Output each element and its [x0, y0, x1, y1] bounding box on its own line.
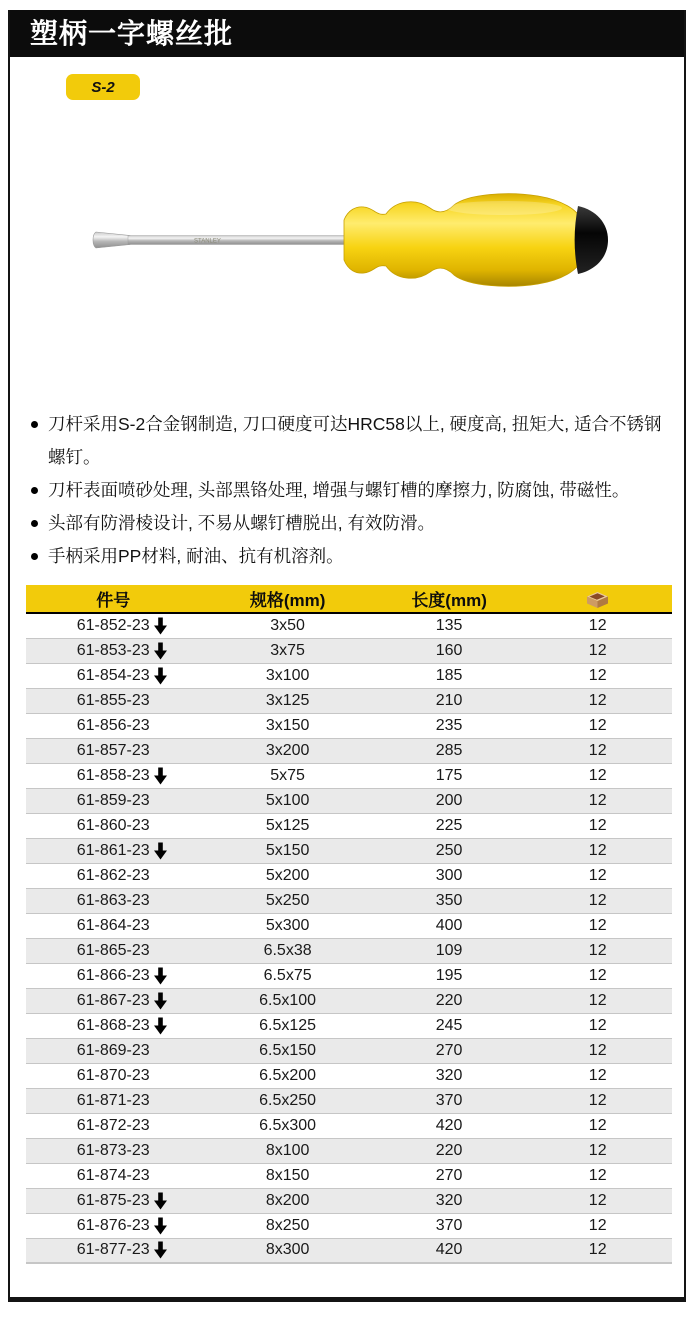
length-cell: 320	[435, 1191, 463, 1209]
pack-qty-cell: 12	[588, 891, 607, 909]
part-number-cell	[26, 938, 200, 963]
pack-qty-cell: 12	[588, 766, 607, 784]
part-number-cell	[26, 988, 200, 1013]
spec-cell: 6.5x250	[259, 1091, 317, 1109]
part-number: 61-859-23	[76, 791, 150, 809]
table-row	[26, 1138, 672, 1163]
table-row	[26, 763, 672, 788]
part-number-cell	[26, 713, 200, 738]
spec-cell: 6.5x75	[263, 966, 312, 984]
spec-cell: 5x125	[265, 816, 310, 834]
part-number: 61-875-23	[76, 1191, 150, 1209]
spec-table	[26, 585, 672, 1264]
pack-qty-cell: 12	[588, 1116, 607, 1134]
table-row	[26, 888, 672, 913]
spec-cell: 5x300	[265, 916, 310, 934]
part-number: 61-852-23	[76, 616, 150, 634]
spec-cell: 8x250	[265, 1216, 310, 1234]
pack-qty-cell: 12	[588, 1066, 607, 1084]
table-row	[26, 1088, 672, 1113]
pack-qty-cell: 12	[588, 666, 607, 684]
part-number-cell	[26, 1063, 200, 1088]
part-number-cell	[26, 1113, 200, 1138]
part-number-cell	[26, 913, 200, 938]
part-number: 61-857-23	[76, 741, 150, 759]
new-item-arrow-icon	[154, 617, 167, 634]
spec-cell: 6.5x150	[259, 1041, 317, 1059]
length-cell: 200	[435, 791, 463, 809]
pack-qty-cell: 12	[588, 1241, 607, 1259]
part-number: 61-862-23	[76, 866, 150, 884]
part-number-cell	[26, 663, 200, 688]
part-number: 61-854-23	[76, 666, 150, 684]
spec-cell: 6.5x300	[259, 1116, 317, 1134]
length-cell: 185	[435, 666, 463, 684]
slotted-tip-slot	[24, 84, 57, 91]
length-cell: 220	[435, 991, 463, 1009]
handle-highlight	[446, 201, 562, 215]
table-row	[26, 788, 672, 813]
spec-cell: 3x100	[265, 666, 310, 684]
length-cell: 109	[435, 941, 463, 959]
pack-qty-cell: 12	[588, 741, 607, 759]
pack-qty-cell: 12	[588, 691, 607, 709]
table-row	[26, 863, 672, 888]
slotted-tip-icon	[24, 72, 57, 103]
spec-cell: 5x75	[270, 766, 305, 784]
table-row	[26, 813, 672, 838]
part-number: 61-855-23	[76, 691, 150, 709]
spec-cell: 5x200	[265, 866, 310, 884]
part-number: 61-876-23	[76, 1216, 150, 1234]
length-cell: 210	[435, 691, 463, 709]
header-pack-qty	[523, 585, 672, 613]
pack-qty-cell: 12	[588, 1191, 607, 1209]
spec-cell: 6.5x38	[263, 941, 312, 959]
part-number: 61-853-23	[76, 641, 150, 659]
page-title: 塑柄一字螺丝批	[10, 10, 684, 57]
length-cell: 195	[435, 966, 463, 984]
spec-cell: 5x100	[265, 791, 310, 809]
spec-cell: 6.5x200	[259, 1066, 317, 1084]
pack-qty-cell: 12	[588, 1166, 607, 1184]
handle-end-cap	[575, 206, 608, 274]
part-number-cell	[26, 638, 200, 663]
part-number: 61-871-23	[76, 1091, 150, 1109]
pack-qty-cell: 12	[588, 791, 607, 809]
new-item-arrow-icon	[154, 1192, 167, 1209]
shaft-brand-text: STANLEY	[194, 238, 221, 245]
part-number: 61-856-23	[76, 716, 150, 734]
pack-qty-cell: 12	[588, 641, 607, 659]
part-number: 61-865-23	[76, 941, 150, 959]
pack-qty-cell: 12	[588, 841, 607, 859]
header-part-number: 件号	[96, 591, 131, 610]
table-row	[26, 613, 672, 638]
length-cell: 220	[435, 1141, 463, 1159]
feature-item: 手柄采用PP材料, 耐油、抗有机溶剂。	[30, 540, 678, 573]
pack-qty-cell: 12	[588, 991, 607, 1009]
new-item-arrow-icon	[154, 967, 167, 984]
length-cell: 420	[435, 1241, 463, 1259]
table-row	[26, 1188, 672, 1213]
part-number-cell	[26, 963, 200, 988]
badge-row	[24, 71, 140, 103]
pack-qty-cell: 12	[588, 716, 607, 734]
part-number: 61-860-23	[76, 816, 150, 834]
part-number: 61-872-23	[76, 1116, 150, 1134]
spec-cell: 3x50	[270, 616, 305, 634]
part-number-cell	[26, 738, 200, 763]
spec-table-body	[26, 613, 672, 1263]
length-cell: 270	[435, 1041, 463, 1059]
new-item-arrow-icon	[154, 767, 167, 784]
part-number-cell	[26, 888, 200, 913]
length-cell: 300	[435, 866, 463, 884]
spec-cell: 3x75	[270, 641, 305, 659]
length-cell: 370	[435, 1216, 463, 1234]
spec-cell: 5x150	[265, 841, 310, 859]
table-row	[26, 713, 672, 738]
part-number: 61-874-23	[76, 1166, 150, 1184]
pack-qty-cell: 12	[588, 816, 607, 834]
spec-cell: 3x150	[265, 716, 310, 734]
spec-cell: 8x200	[265, 1191, 310, 1209]
table-row	[26, 1213, 672, 1238]
length-cell: 370	[435, 1091, 463, 1109]
part-number-cell	[26, 763, 200, 788]
pack-qty-cell: 12	[588, 1016, 607, 1034]
header-spec: 规格(mm)	[249, 591, 326, 610]
length-cell: 135	[435, 616, 463, 634]
part-number-cell	[26, 1163, 200, 1188]
new-item-arrow-icon	[154, 667, 167, 684]
length-cell: 225	[435, 816, 463, 834]
feature-item: 刀杆表面喷砂处理, 头部黑铬处理, 增强与螺钉槽的摩擦力, 防腐蚀, 带磁性。	[30, 474, 678, 507]
feature-list	[30, 408, 678, 573]
length-cell: 285	[435, 741, 463, 759]
part-number: 61-868-23	[76, 1016, 150, 1034]
spec-cell: 8x100	[265, 1141, 310, 1159]
spec-cell: 6.5x100	[259, 991, 317, 1009]
table-row	[26, 1063, 672, 1088]
part-number-cell	[26, 863, 200, 888]
steel-grade-label: S-2	[91, 78, 115, 96]
part-number-cell	[26, 613, 200, 638]
pack-qty-cell: 12	[588, 916, 607, 934]
part-number: 61-867-23	[76, 991, 150, 1009]
header-length: 长度(mm)	[411, 591, 487, 610]
shaft	[128, 236, 348, 245]
table-row	[26, 988, 672, 1013]
table-row	[26, 1238, 672, 1263]
part-number-cell	[26, 1038, 200, 1063]
pack-qty-cell: 12	[588, 966, 607, 984]
table-row	[26, 1013, 672, 1038]
table-row	[26, 638, 672, 663]
length-cell: 420	[435, 1116, 463, 1134]
part-number-cell	[26, 788, 200, 813]
blade-tip	[93, 232, 130, 248]
part-number-cell	[26, 1088, 200, 1113]
part-number-cell	[26, 688, 200, 713]
pack-qty-cell: 12	[588, 1141, 607, 1159]
part-number: 61-870-23	[76, 1066, 150, 1084]
length-cell: 175	[435, 766, 463, 784]
product-image-screwdriver	[84, 188, 629, 303]
table-row	[26, 1113, 672, 1138]
spec-table-header-row	[26, 585, 672, 613]
table-row	[26, 938, 672, 963]
new-item-arrow-icon	[154, 1242, 167, 1259]
length-cell: 270	[435, 1166, 463, 1184]
part-number: 61-866-23	[76, 966, 150, 984]
spec-cell: 8x150	[265, 1166, 310, 1184]
part-number: 61-873-23	[76, 1141, 150, 1159]
spec-cell: 8x300	[265, 1241, 310, 1259]
part-number-cell	[26, 1013, 200, 1038]
steel-grade-badge	[66, 74, 140, 100]
length-cell: 320	[435, 1066, 463, 1084]
part-number: 61-863-23	[76, 891, 150, 909]
length-cell: 245	[435, 1016, 463, 1034]
part-number: 61-858-23	[76, 766, 150, 784]
length-cell: 160	[435, 641, 463, 659]
length-cell: 350	[435, 891, 463, 909]
pack-qty-cell: 12	[588, 866, 607, 884]
part-number: 61-877-23	[76, 1241, 150, 1259]
carton-icon	[585, 590, 610, 609]
pack-qty-cell: 12	[588, 1091, 607, 1109]
table-row	[26, 913, 672, 938]
part-number: 61-869-23	[76, 1041, 150, 1059]
feature-item: 刀杆采用S-2合金钢制造, 刀口硬度可达HRC58以上, 硬度高, 扭矩大, 适合不锈钢螺钉。	[30, 408, 678, 474]
part-number-cell	[26, 1188, 200, 1213]
length-cell: 235	[435, 716, 463, 734]
new-item-arrow-icon	[154, 642, 167, 659]
content-frame	[8, 10, 686, 1302]
table-row	[26, 838, 672, 863]
part-number: 61-864-23	[76, 916, 150, 934]
part-number-cell	[26, 1238, 200, 1263]
new-item-arrow-icon	[154, 992, 167, 1009]
part-number: 61-861-23	[76, 841, 150, 859]
part-number-cell	[26, 838, 200, 863]
spec-cell: 5x250	[265, 891, 310, 909]
table-row	[26, 738, 672, 763]
pack-qty-cell: 12	[588, 1041, 607, 1059]
pack-qty-cell: 12	[588, 941, 607, 959]
new-item-arrow-icon	[154, 842, 167, 859]
spec-cell: 3x200	[265, 741, 310, 759]
new-item-arrow-icon	[154, 1217, 167, 1234]
part-number-cell	[26, 813, 200, 838]
length-cell: 400	[435, 916, 463, 934]
pack-qty-cell: 12	[588, 1216, 607, 1234]
table-row	[26, 688, 672, 713]
table-row	[26, 663, 672, 688]
new-item-arrow-icon	[154, 1017, 167, 1034]
feature-item: 头部有防滑棱设计, 不易从螺钉槽脱出, 有效防滑。	[30, 507, 678, 540]
table-row	[26, 1038, 672, 1063]
table-row	[26, 1163, 672, 1188]
table-row	[26, 963, 672, 988]
spec-cell: 6.5x125	[259, 1016, 317, 1034]
pack-qty-cell: 12	[588, 616, 607, 634]
part-number-cell	[26, 1138, 200, 1163]
length-cell: 250	[435, 841, 463, 859]
spec-cell: 3x125	[265, 691, 310, 709]
part-number-cell	[26, 1213, 200, 1238]
